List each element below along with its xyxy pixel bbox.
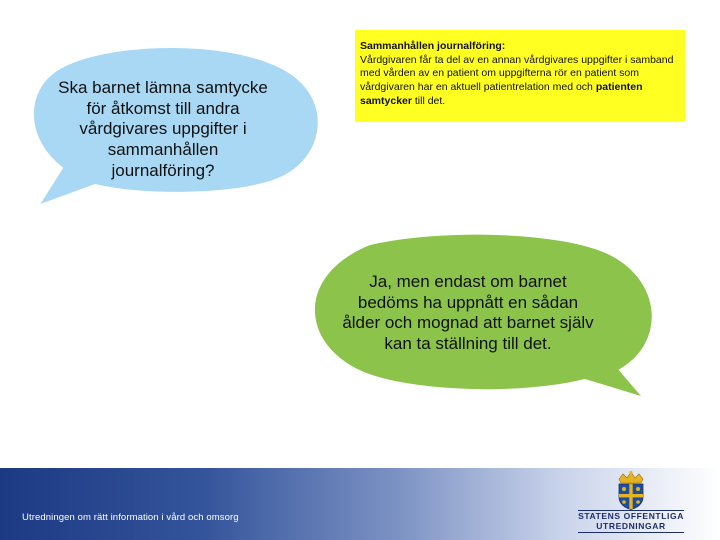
info-box-title: Sammanhållen journalföring: [360,40,506,52]
answer-text: Ja, men endast om barnet bedöms ha uppnått en sådan ålder och mognad att barnet själv kan ta ställning till det. [342,272,594,354]
logo-line2: UTREDNINGAR [596,521,666,531]
sou-logo [572,470,690,536]
question-text: Ska barnet lämna samtycke för åtkomst till andra vårdgivares uppgifter i sammanhållen journalföring? [58,78,268,180]
info-box-body-start: Vårdgivaren får ta del av en annan vårdgivares uppgifter i samband med vården av en patient om uppgifterna rör en patient som vårdgivaren har en aktuell patientrelation med och [360,53,674,93]
crown-icon [613,470,649,510]
logo-line1: STATENS OFFENTLIGA [578,511,684,521]
info-box-body-emphasis: patienten samtycker [360,80,643,107]
footer-text: Utredningen om rätt information i vård och omsorg [22,512,239,523]
logo-rule-bottom [578,532,684,533]
info-box-body-end: till det. [414,94,446,107]
info-box [355,30,685,122]
